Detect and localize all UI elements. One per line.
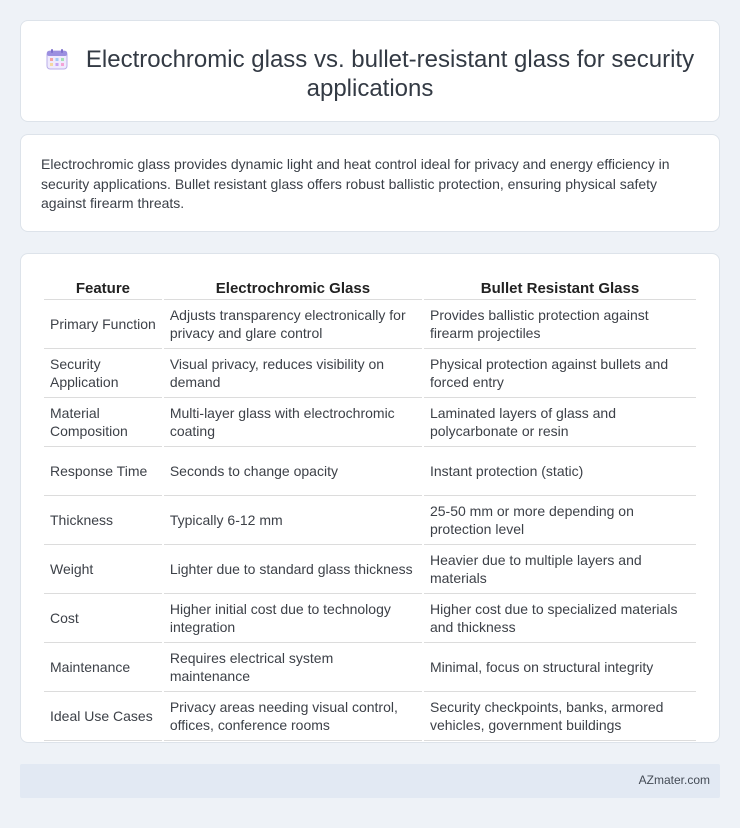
page-title: Electrochromic glass vs. bullet-resistant glass for security applications — [85, 46, 695, 102]
feature-cell: Cost — [44, 594, 162, 643]
bullet-resistant-cell: Instant protection (static) — [424, 447, 696, 496]
feature-cell: Ideal Use Cases — [44, 692, 162, 741]
electrochromic-cell: Seconds to change opacity — [164, 447, 422, 496]
table-row — [44, 300, 696, 349]
electrochromic-cell: Visual privacy, reduces visibility on demand — [164, 349, 422, 398]
page-title-block — [21, 45, 719, 103]
electrochromic-cell: Lighter due to standard glass thickness — [164, 545, 422, 594]
bullet-resistant-cell: Heavier due to multiple layers and materials — [424, 545, 696, 594]
bullet-resistant-cell: 25-50 mm or more depending on protection level — [424, 496, 696, 545]
table-row — [44, 496, 696, 545]
feature-cell: Thickness — [44, 496, 162, 545]
header-electrochromic: Electrochromic Glass — [164, 272, 422, 300]
table-row — [44, 349, 696, 398]
table-row — [44, 692, 696, 741]
intro-text: Electrochromic glass provides dynamic light and heat control ideal for privacy and energy efficiency in security applications. Bullet resistant glass offers robust ballistic protection, ensuring physical safety against firearm threats. — [41, 156, 670, 211]
bullet-resistant-cell: Physical protection against bullets and forced entry — [424, 349, 696, 398]
calendar-icon — [46, 48, 68, 70]
electrochromic-cell: Adjusts transparency electronically for privacy and glare control — [164, 300, 422, 349]
bullet-resistant-cell: Provides ballistic protection against firearm projectiles — [424, 300, 696, 349]
bullet-resistant-cell: Minimal, focus on structural integrity — [424, 643, 696, 692]
title-card — [20, 20, 720, 122]
bullet-resistant-cell: Laminated layers of glass and polycarbonate or resin — [424, 398, 696, 447]
comparison-card — [20, 253, 720, 743]
electrochromic-cell: Multi-layer glass with electrochromic coating — [164, 398, 422, 447]
electrochromic-cell: Typically 6-12 mm — [164, 496, 422, 545]
footer-site-link[interactable]: AZmater.com — [638, 773, 710, 787]
table-header-row — [44, 272, 696, 300]
intro-card — [20, 134, 720, 232]
bullet-resistant-cell: Higher cost due to specialized materials and thickness — [424, 594, 696, 643]
feature-cell: Response Time — [44, 447, 162, 496]
table-row — [44, 594, 696, 643]
header-bullet-resistant: Bullet Resistant Glass — [424, 272, 696, 300]
table-row — [44, 545, 696, 594]
feature-cell: Maintenance — [44, 643, 162, 692]
electrochromic-cell: Privacy areas needing visual control, offices, conference rooms — [164, 692, 422, 741]
header-feature: Feature — [44, 272, 162, 300]
electrochromic-cell: Higher initial cost due to technology integration — [164, 594, 422, 643]
electrochromic-cell: Requires electrical system maintenance — [164, 643, 422, 692]
comparison-table — [42, 272, 698, 741]
table-row — [44, 398, 696, 447]
bullet-resistant-cell: Security checkpoints, banks, armored vehicles, government buildings — [424, 692, 696, 741]
feature-cell: Security Application — [44, 349, 162, 398]
feature-cell: Material Composition — [44, 398, 162, 447]
footer — [20, 764, 720, 798]
table-row — [44, 447, 696, 496]
table-row — [44, 643, 696, 692]
feature-cell: Primary Function — [44, 300, 162, 349]
feature-cell: Weight — [44, 545, 162, 594]
